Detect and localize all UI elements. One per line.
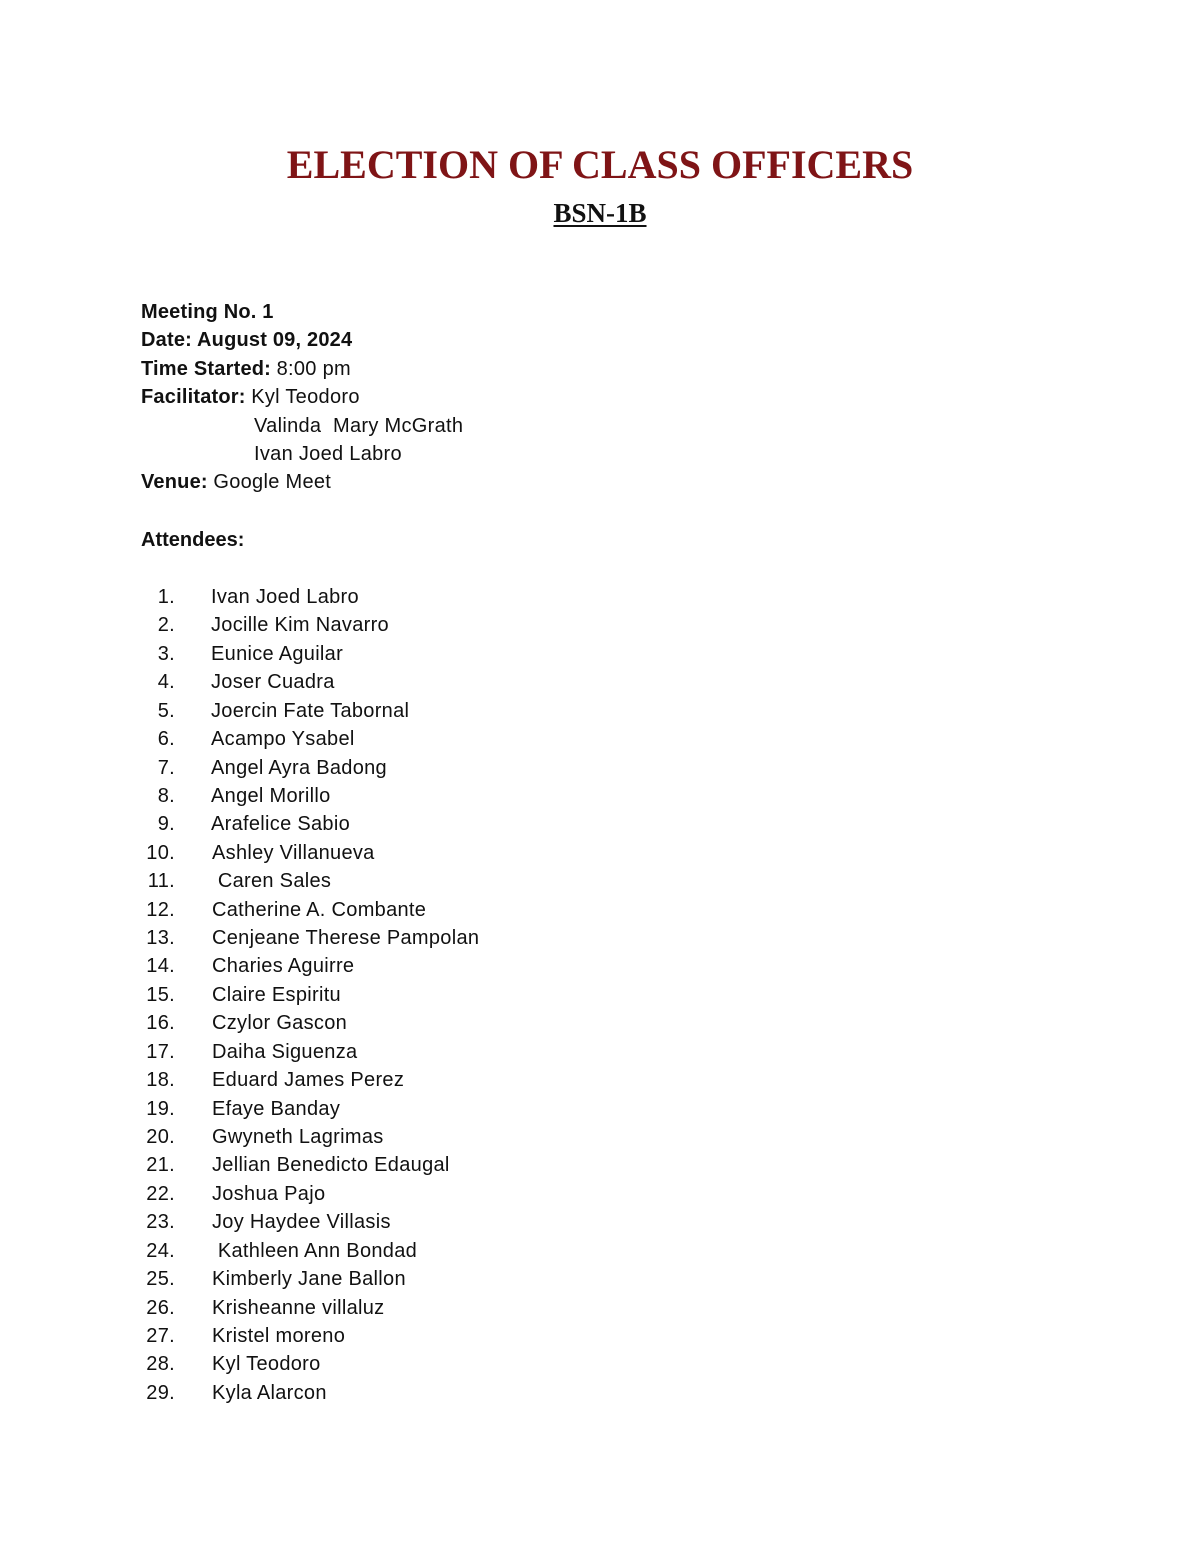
venue-label: Venue:: [141, 471, 208, 494]
list-item: [141, 1208, 741, 1236]
list-item: [141, 668, 741, 696]
attendee-name: Kristel moreno: [212, 1324, 346, 1347]
facilitator-name: Ivan Joed Labro: [254, 442, 402, 465]
list-item: [141, 754, 741, 782]
list-item: [141, 583, 741, 611]
attendee-name: Kyl Teodoro: [212, 1353, 321, 1376]
attendee-name: Kyla Alarcon: [212, 1381, 327, 1404]
list-item-number: 16.: [146, 1012, 175, 1035]
attendee-name: Gwyneth Lagrimas: [212, 1126, 384, 1149]
list-item-number: 15.: [146, 983, 175, 1006]
venue-value: Google Meet: [213, 471, 332, 494]
list-item-number: 4.: [157, 671, 175, 694]
attendee-name: Kathleen Ann Bondad: [212, 1239, 418, 1262]
attendee-name: Charies Aguirre: [212, 955, 355, 978]
list-item-number: 14.: [146, 955, 175, 978]
attendee-name: Cenjeane Therese Pampolan: [212, 927, 480, 950]
attendee-name: Krisheanne villaluz: [212, 1296, 385, 1319]
attendee-name: Eunice Aguilar: [211, 642, 344, 665]
list-item: [141, 1294, 741, 1322]
section-subtitle: [0, 196, 1200, 230]
list-item: [141, 924, 741, 952]
attendee-name: Acampo Ysabel: [211, 728, 355, 751]
attendee-name: Arafelice Sabio: [211, 813, 351, 836]
time-started-row: [141, 355, 841, 383]
list-item-number: 22.: [146, 1182, 175, 1205]
list-item: [141, 1350, 741, 1378]
list-item-number: 11.: [147, 870, 175, 893]
list-item-number: 21.: [146, 1154, 175, 1177]
time-started-label: Time Started:: [141, 357, 272, 380]
list-item: [141, 867, 741, 895]
list-item-number: 17.: [146, 1040, 175, 1063]
attendee-name: Catherine A. Combante: [212, 898, 427, 921]
list-item-number: 1.: [157, 586, 175, 608]
list-item: [141, 1237, 741, 1265]
list-item-number: 25.: [146, 1268, 175, 1291]
list-item-number: 23.: [146, 1211, 175, 1234]
list-item-number: 29.: [146, 1381, 175, 1404]
attendee-name: Joy Haydee Villasis: [212, 1211, 391, 1234]
list-item-number: 9.: [157, 813, 175, 836]
list-item: [141, 725, 741, 753]
attendee-name: Czylor Gascon: [212, 1012, 348, 1035]
list-item-number: 10.: [146, 841, 175, 864]
list-item: [141, 1066, 741, 1094]
attendee-name: Jellian Benedicto Edaugal: [212, 1154, 450, 1177]
attendee-name: Joser Cuadra: [211, 671, 335, 694]
list-item: [141, 839, 741, 867]
time-started-value: 8:00 pm: [276, 357, 351, 380]
list-item-number: 7.: [157, 756, 175, 779]
attendee-name: Daiha Siguenza: [212, 1040, 358, 1063]
attendee-list: [141, 583, 741, 1407]
attendee-name: Claire Espiritu: [212, 983, 341, 1006]
section-subtitle-text: BSN-1B: [553, 198, 647, 228]
list-item-number: 27.: [146, 1324, 175, 1347]
attendee-name: Jocille Kim Navarro: [211, 614, 389, 637]
attendee-name: Caren Sales: [212, 870, 332, 893]
list-item-number: 26.: [146, 1296, 175, 1319]
attendees-heading: Attendees:: [141, 529, 245, 551]
list-item: [141, 1009, 741, 1037]
list-item-number: 24.: [146, 1239, 175, 1262]
facilitator-row: [141, 383, 841, 411]
facilitator-row: [141, 440, 841, 468]
attendee-name: Angel Ayra Badong: [211, 756, 387, 779]
attendee-name: Ivan Joed Labro: [211, 586, 359, 608]
attendee-name: Kimberly Jane Ballon: [212, 1268, 406, 1291]
list-item: [141, 952, 741, 980]
facilitator-name: Valinda Mary McGrath: [254, 414, 464, 437]
list-item: [141, 1123, 741, 1151]
attendee-name: Efaye Banday: [212, 1097, 341, 1120]
list-item: [141, 640, 741, 668]
facilitator-name: Kyl Teodoro: [251, 386, 360, 409]
list-item: [141, 611, 741, 639]
facilitator-label: Facilitator:: [141, 386, 246, 409]
list-item: [141, 896, 741, 924]
list-item-number: 8.: [157, 784, 175, 807]
list-item: [141, 697, 741, 725]
meeting-number: Meeting No. 1: [141, 301, 274, 323]
list-item: [141, 981, 741, 1009]
attendee-name: Ashley Villanueva: [212, 841, 375, 864]
attendee-name: Angel Morillo: [211, 784, 331, 807]
attendee-name: Joercin Fate Tabornal: [211, 699, 410, 722]
attendee-name: Eduard James Perez: [212, 1069, 405, 1092]
list-item-number: 3.: [157, 642, 175, 665]
list-item: [141, 810, 741, 838]
meeting-number-row: [141, 298, 841, 326]
meeting-details: [141, 298, 841, 497]
list-item: [141, 1151, 741, 1179]
list-item-number: 6.: [157, 728, 175, 751]
list-item: [141, 1180, 741, 1208]
meeting-date-row: [141, 326, 841, 354]
list-item-number: 13.: [146, 927, 175, 950]
meeting-date: Date: August 09, 2024: [141, 329, 353, 352]
venue-row: [141, 468, 841, 496]
facilitator-row: [141, 412, 841, 440]
list-item-number: 20.: [146, 1126, 175, 1149]
list-item: [141, 782, 741, 810]
list-item: [141, 1095, 741, 1123]
list-item: [141, 1265, 741, 1293]
attendee-name: Joshua Pajo: [212, 1182, 326, 1205]
document-title: ELECTION OF CLASS OFFICERS: [286, 142, 914, 187]
list-item: [141, 1379, 741, 1407]
list-item-number: 28.: [146, 1353, 175, 1376]
list-item-number: 18.: [146, 1069, 175, 1092]
list-item-number: 2.: [157, 614, 175, 637]
list-item: [141, 1038, 741, 1066]
list-item-number: 19.: [146, 1097, 175, 1120]
list-item-number: 12.: [146, 898, 175, 921]
list-item-number: 5.: [157, 699, 175, 722]
list-item: [141, 1322, 741, 1350]
